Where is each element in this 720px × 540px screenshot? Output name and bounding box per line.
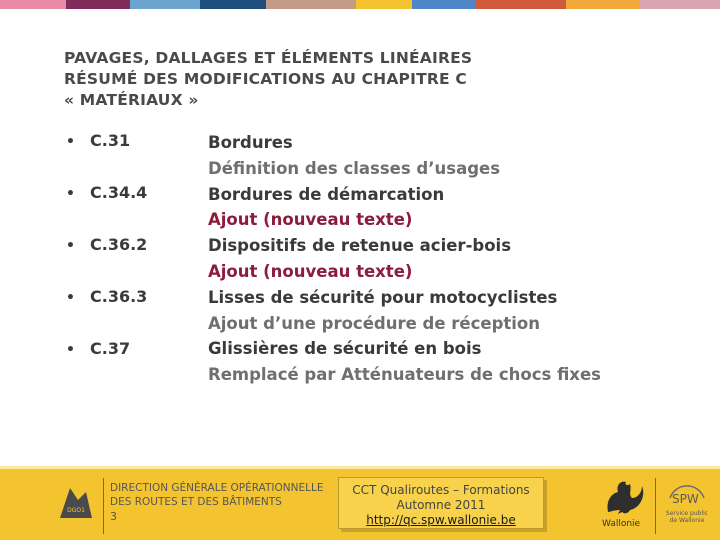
code-item [66, 235, 147, 254]
description-line: Ajout (nouveau texte) [208, 261, 413, 281]
code-item [66, 131, 130, 150]
top-bar-segment [266, 0, 356, 9]
description-line: Ajout d’une procédure de réception [208, 313, 541, 333]
rooster-logo-icon [598, 476, 646, 516]
dgo-line-1: DIRECTION GÉNÉRALE OPÉRATIONNELLE [110, 482, 324, 494]
code-item [66, 339, 130, 358]
title-line-3: « MATÉRIAUX » [64, 91, 199, 109]
top-bar-segment [66, 0, 130, 9]
description-line: Bordures [208, 133, 293, 152]
code-label: C.34.4 [90, 183, 148, 202]
top-bar-segment [356, 0, 412, 9]
footer-divider [655, 478, 656, 534]
top-bar-segment [476, 0, 566, 9]
description-line: Glissières de sécurité en bois [208, 339, 482, 359]
slide-title [64, 48, 664, 111]
top-bar-segment [0, 0, 66, 9]
qualiroutes-link[interactable]: http://qc.spw.wallonie.be [366, 513, 516, 527]
description-line: Remplacé par Atténuateurs de chocs fixes [208, 365, 601, 385]
bullet: • [66, 186, 75, 202]
description-line: Ajout (nouveau texte) [208, 210, 413, 230]
description-line: Lisses de sécurité pour motocyclistes [208, 287, 558, 307]
dgo1-logo-icon [56, 484, 96, 520]
training-info-box [338, 477, 544, 529]
code-label: C.31 [90, 131, 131, 150]
title-line-1: PAVAGES, DALLAGES ET ÉLÉMENTS LINÉAIRES [64, 49, 473, 67]
spw-label: SPW [672, 492, 699, 506]
box-line-2: Automne 2011 [396, 498, 486, 512]
top-bar-segment [640, 0, 720, 9]
description-line: Bordures de démarcation [208, 184, 445, 204]
title-line-2: RÉSUMÉ DES MODIFICATIONS AU CHAPITRE C [64, 70, 467, 88]
description-line: Dispositifs de retenue acier-bois [208, 236, 512, 256]
top-bar-segment [566, 0, 640, 9]
top-bar-segment [412, 0, 476, 9]
code-label: C.36.3 [90, 287, 148, 306]
top-bar-segment [130, 0, 200, 9]
dgo-name [110, 481, 324, 509]
spw-sub-line-1: Service public [665, 510, 709, 517]
code-label: C.37 [90, 339, 131, 358]
top-bar-segment [200, 0, 266, 9]
spw-subtitle [664, 510, 710, 524]
description-line: Définition des classes d’usages [208, 158, 501, 178]
bullet: • [66, 134, 75, 150]
dgo-line-2: DES ROUTES ET DES BÂTIMENTS [110, 496, 282, 508]
slide-number: 3 [110, 510, 117, 523]
footer-divider [103, 478, 104, 534]
dgo1-logo-text: DGO1 [67, 507, 85, 514]
bullet: • [66, 238, 75, 254]
code-item [66, 183, 147, 202]
code-item [66, 287, 147, 306]
bullet: • [66, 342, 75, 358]
footer-strip [0, 466, 720, 469]
bullet: • [66, 290, 75, 306]
code-label: C.36.2 [90, 235, 148, 254]
spw-sub-line-2: de Wallonie [669, 517, 705, 524]
top-color-bar [0, 0, 720, 9]
description-list [208, 130, 708, 388]
box-line-1: CCT Qualiroutes – Formations [352, 483, 530, 497]
wallonie-label: Wallonie [602, 519, 641, 529]
